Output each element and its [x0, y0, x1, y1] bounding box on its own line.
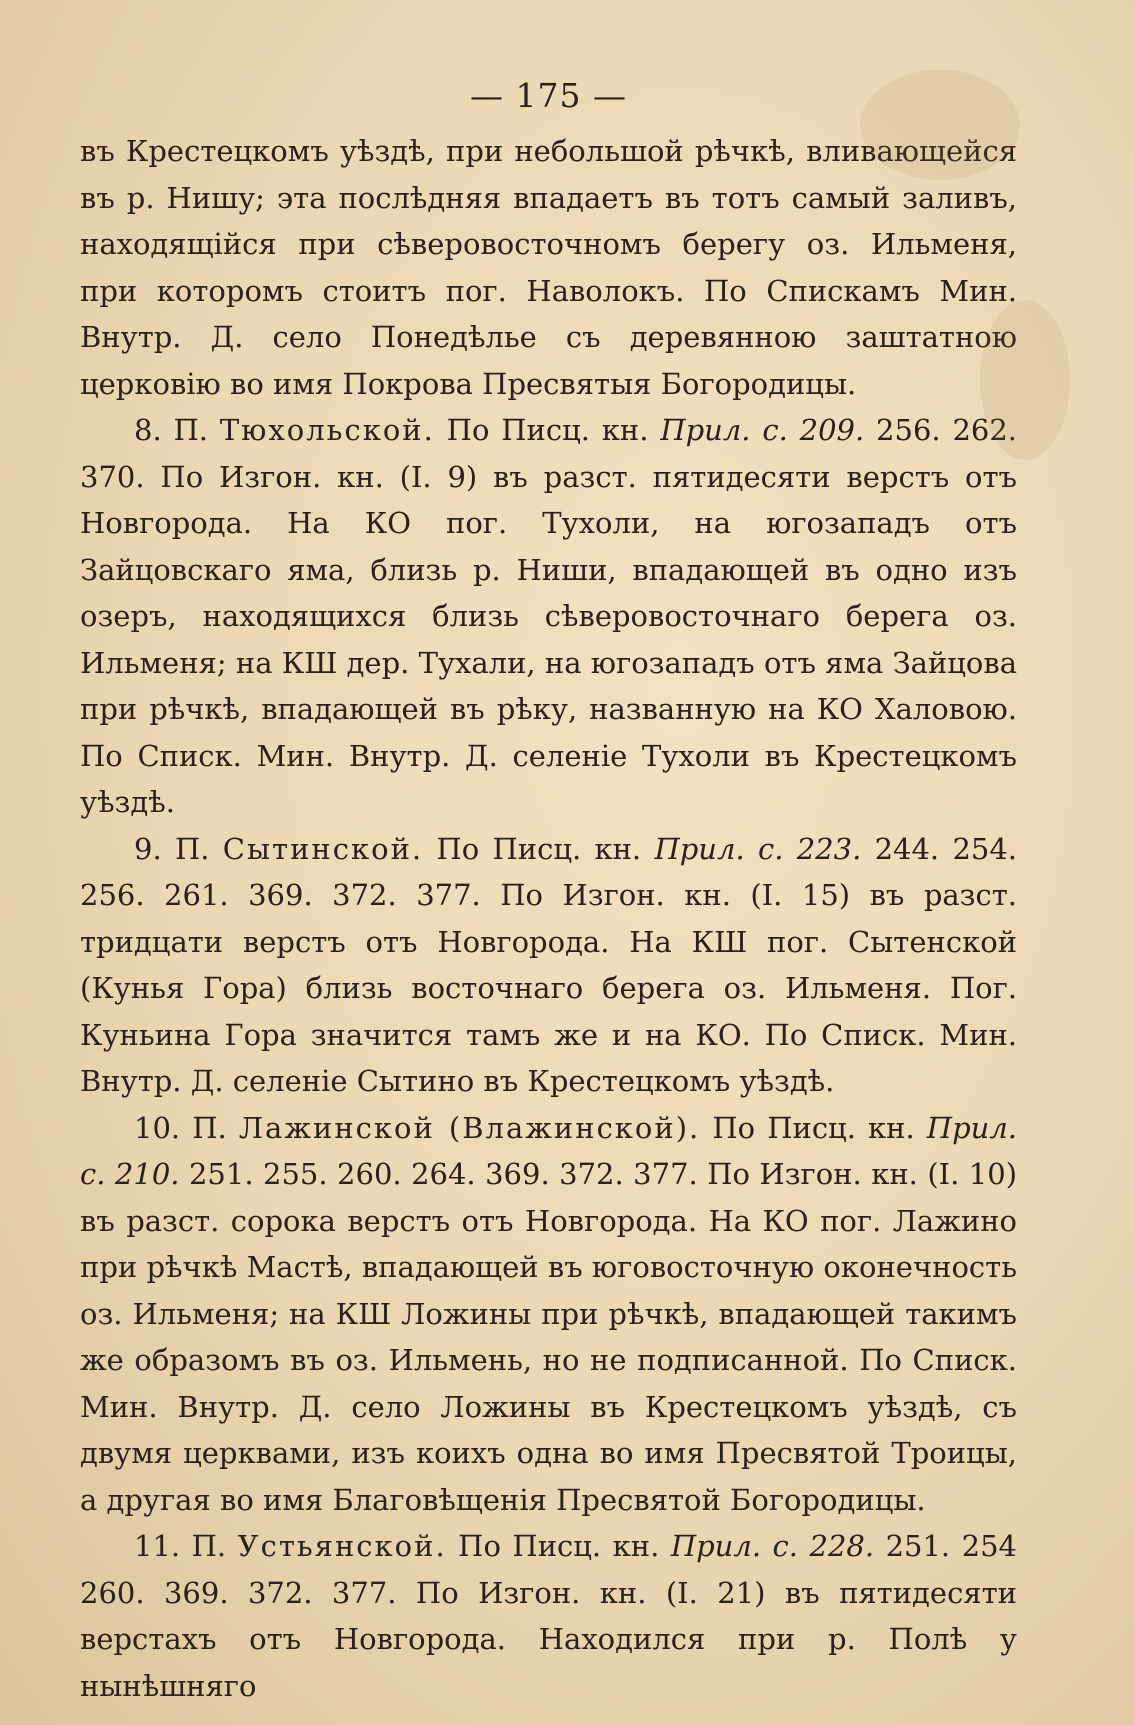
paragraph-entry-10	[80, 1105, 1017, 1524]
entry-name: Устьянской.	[237, 1529, 447, 1563]
paper-stain	[980, 300, 1070, 460]
paragraph-text: 244. 254. 256. 261. 369. 372. 377. По Изгон. кн. (I. 15) въ разст. тридцати верстъ отъ Новгорода. На КШ пог. Сытенской (Кунья Гора) близь восточнаго берега оз. Ильменя. Пог. Куньина Гора значится тамъ же и на КО. По Списк. Мин. Внутр. Д. селеніе Сытино въ Крестецкомъ уѣздѣ.	[80, 831, 1018, 1098]
paragraph-text: 251. 255. 260. 264. 369. 372. 377. По Изгон. кн. (I. 10) въ разст. сорока верстъ отъ Новгорода. На КО пог. Лажино при рѣчкѣ Мастѣ, впадающей въ юговосточную оконечность оз. Ильменя; на КШ Ложины при рѣчкѣ, впадающей такимъ же образомъ въ оз. Ильмень, но не подписанной. По Списк. Мин. Внутр. Д. село Ложины въ Крестецкомъ уѣздѣ, съ двумя церквами, изъ коихъ одна во имя Пресвятой Троицы, а другая во имя Благовѣщенія Пресвятой Богородицы.	[80, 1157, 1018, 1517]
paragraph-text: 251. 254 260. 369. 372. 377. По Изгон. кн. (I. 21) въ пятидесяти верстахъ отъ Новгорода. Находился при р. Полѣ у нынѣшняго	[80, 1529, 1017, 1703]
entry-reference: Прил. с. 223.	[654, 831, 862, 866]
entry-source: По Писц. кн.	[458, 1529, 660, 1563]
entry-source: По Писц. кн.	[446, 413, 649, 447]
entry-name: Сытинской.	[222, 831, 424, 866]
paragraph-text: 256. 262. 370. По Изгон. кн. (I. 9) въ разст. пятидесяти верстъ отъ Новгорода. На КО пог. Тухоли, на югозападъ отъ Зайцовскаго яма, близь р. Ниши, впадающей въ одно изъ озеръ, находящихся близь сѣверовосточнаго берега оз. Ильменя; на КШ дер. Тухали, на югозападъ отъ яма Зайцова при рѣчкѣ, впадающей въ рѣку, названную на КО Халовою. По Списк. Мин. Внутр. Д. селеніе Тухоли въ Крестецкомъ уѣздѣ.	[80, 413, 1018, 819]
paragraph-entry-11	[80, 1523, 1017, 1709]
entry-reference: Прил. с. 210.	[80, 1110, 1018, 1191]
entry-name: Лажинской (Влажинской).	[238, 1110, 701, 1145]
entry-number: 8. П.	[134, 413, 209, 447]
entry-number: 11. П.	[134, 1529, 227, 1563]
entry-number: 9. П.	[134, 831, 210, 866]
paragraph-text: въ Крестецкомъ уѣздѣ, при небольшой рѣчкѣ, вливающейся въ р. Нишу; эта послѣдняя впадаетъ въ тотъ самый заливъ, находящійся при сѣверовосточномъ берегу оз. Ильменя, при которомъ стоитъ пог. Наволокъ. По Спискамъ Мин. Внутр. Д. село Понедѣлье съ деревянною заштатною церковію во имя Покрова Пресвятыя Богородицы.	[80, 134, 1017, 401]
paper-stain	[860, 70, 1020, 180]
entry-reference: Прил. с. 209.	[660, 413, 865, 447]
entry-reference: Прил. с. 228.	[670, 1529, 875, 1563]
page-number: — 175 —	[470, 76, 627, 115]
entry-name: Тюхольской.	[219, 413, 435, 447]
entry-source: По Писц. кн.	[712, 1110, 915, 1145]
paragraph-entry-9	[80, 826, 1017, 1105]
paragraph-entry-8	[80, 407, 1017, 826]
paragraph-continuation	[80, 128, 1017, 407]
entry-number: 10. П.	[134, 1110, 227, 1145]
entry-source: По Писц. кн.	[436, 831, 642, 866]
